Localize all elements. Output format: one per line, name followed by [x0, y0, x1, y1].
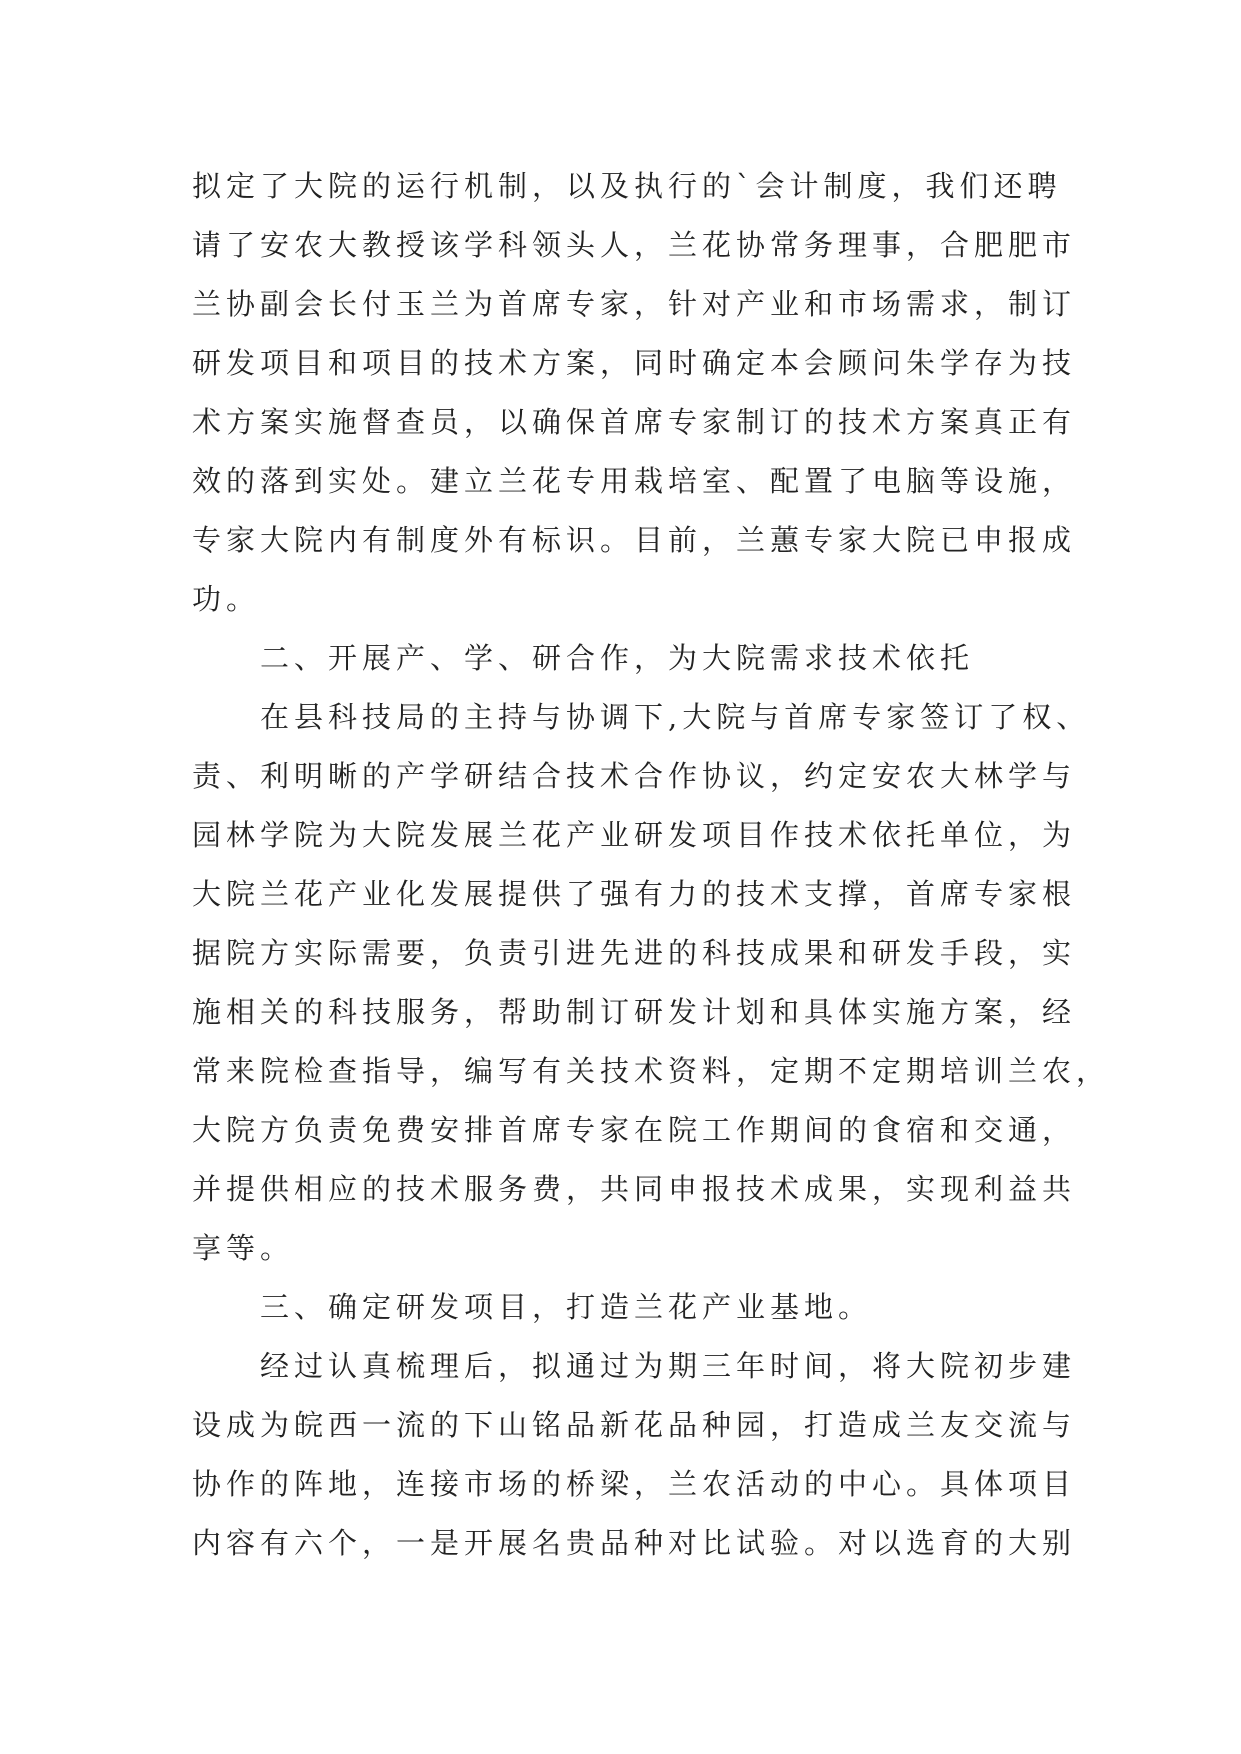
text-line: 请了安农大教授该学科领头人，兰花协常务理事，合肥肥市 [192, 228, 1077, 262]
text-line: 协作的阵地，连接市场的桥梁，兰农活动的中心。具体项目 [192, 1467, 1077, 1501]
text-line: 享等。 [192, 1231, 295, 1265]
text-line: 大院兰花产业化发展提供了强有力的技术支撑，首席专家根 [192, 877, 1077, 911]
text-line: 内容有六个，一是开展名贵品种对比试验。对以选育的大别 [192, 1526, 1077, 1560]
text-line: 责、利明晰的产学研结合技术合作协议，约定安农大林学与 [192, 759, 1077, 793]
text-line: 园林学院为大院发展兰花产业研发项目作技术依托单位，为 [192, 818, 1077, 852]
text-line: 专家大院内有制度外有标识。目前，兰蕙专家大院已申报成 [192, 523, 1077, 557]
text-line: 并提供相应的技术服务费，共同申报技术成果，实现利益共 [192, 1172, 1077, 1206]
section-heading: 二、开展产、学、研合作，为大院需求技术依托 [260, 641, 975, 675]
body-text [192, 157, 1111, 1573]
text-line: 研发项目和项目的技术方案，同时确定本会顾问朱学存为技 [192, 346, 1077, 380]
text-line: 效的落到实处。建立兰花专用栽培室、配置了电脑等设施， [192, 464, 1077, 498]
text-line: 功。 [192, 582, 261, 616]
text-line: 据院方实际需要，负责引进先进的科技成果和研发手段，实 [192, 936, 1077, 970]
text-line: 施相关的科技服务，帮助制订研发计划和具体实施方案，经 [192, 995, 1077, 1029]
text-line: 常来院检查指导，编写有关技术资料，定期不定期培训兰农， [192, 1054, 1111, 1088]
text-line: 设成为皖西一流的下山铭品新花品种园，打造成兰友交流与 [192, 1408, 1077, 1442]
section-heading: 三、确定研发项目，打造兰花产业基地。 [260, 1290, 873, 1324]
text-line: 兰协副会长付玉兰为首席专家，针对产业和市场需求，制订 [192, 287, 1077, 321]
text-line: 在县科技局的主持与协调下,大院与首席专家签订了权、 [260, 700, 1091, 734]
text-line: 经过认真梳理后，拟通过为期三年时间，将大院初步建 [260, 1349, 1077, 1383]
text-line: 大院方负责免费安排首席专家在院工作期间的食宿和交通， [192, 1113, 1077, 1147]
text-line: 拟定了大院的运行机制，以及执行的`会计制度，我们还聘 [192, 169, 1062, 203]
text-line: 术方案实施督查员，以确保首席专家制订的技术方案真正有 [192, 405, 1077, 439]
